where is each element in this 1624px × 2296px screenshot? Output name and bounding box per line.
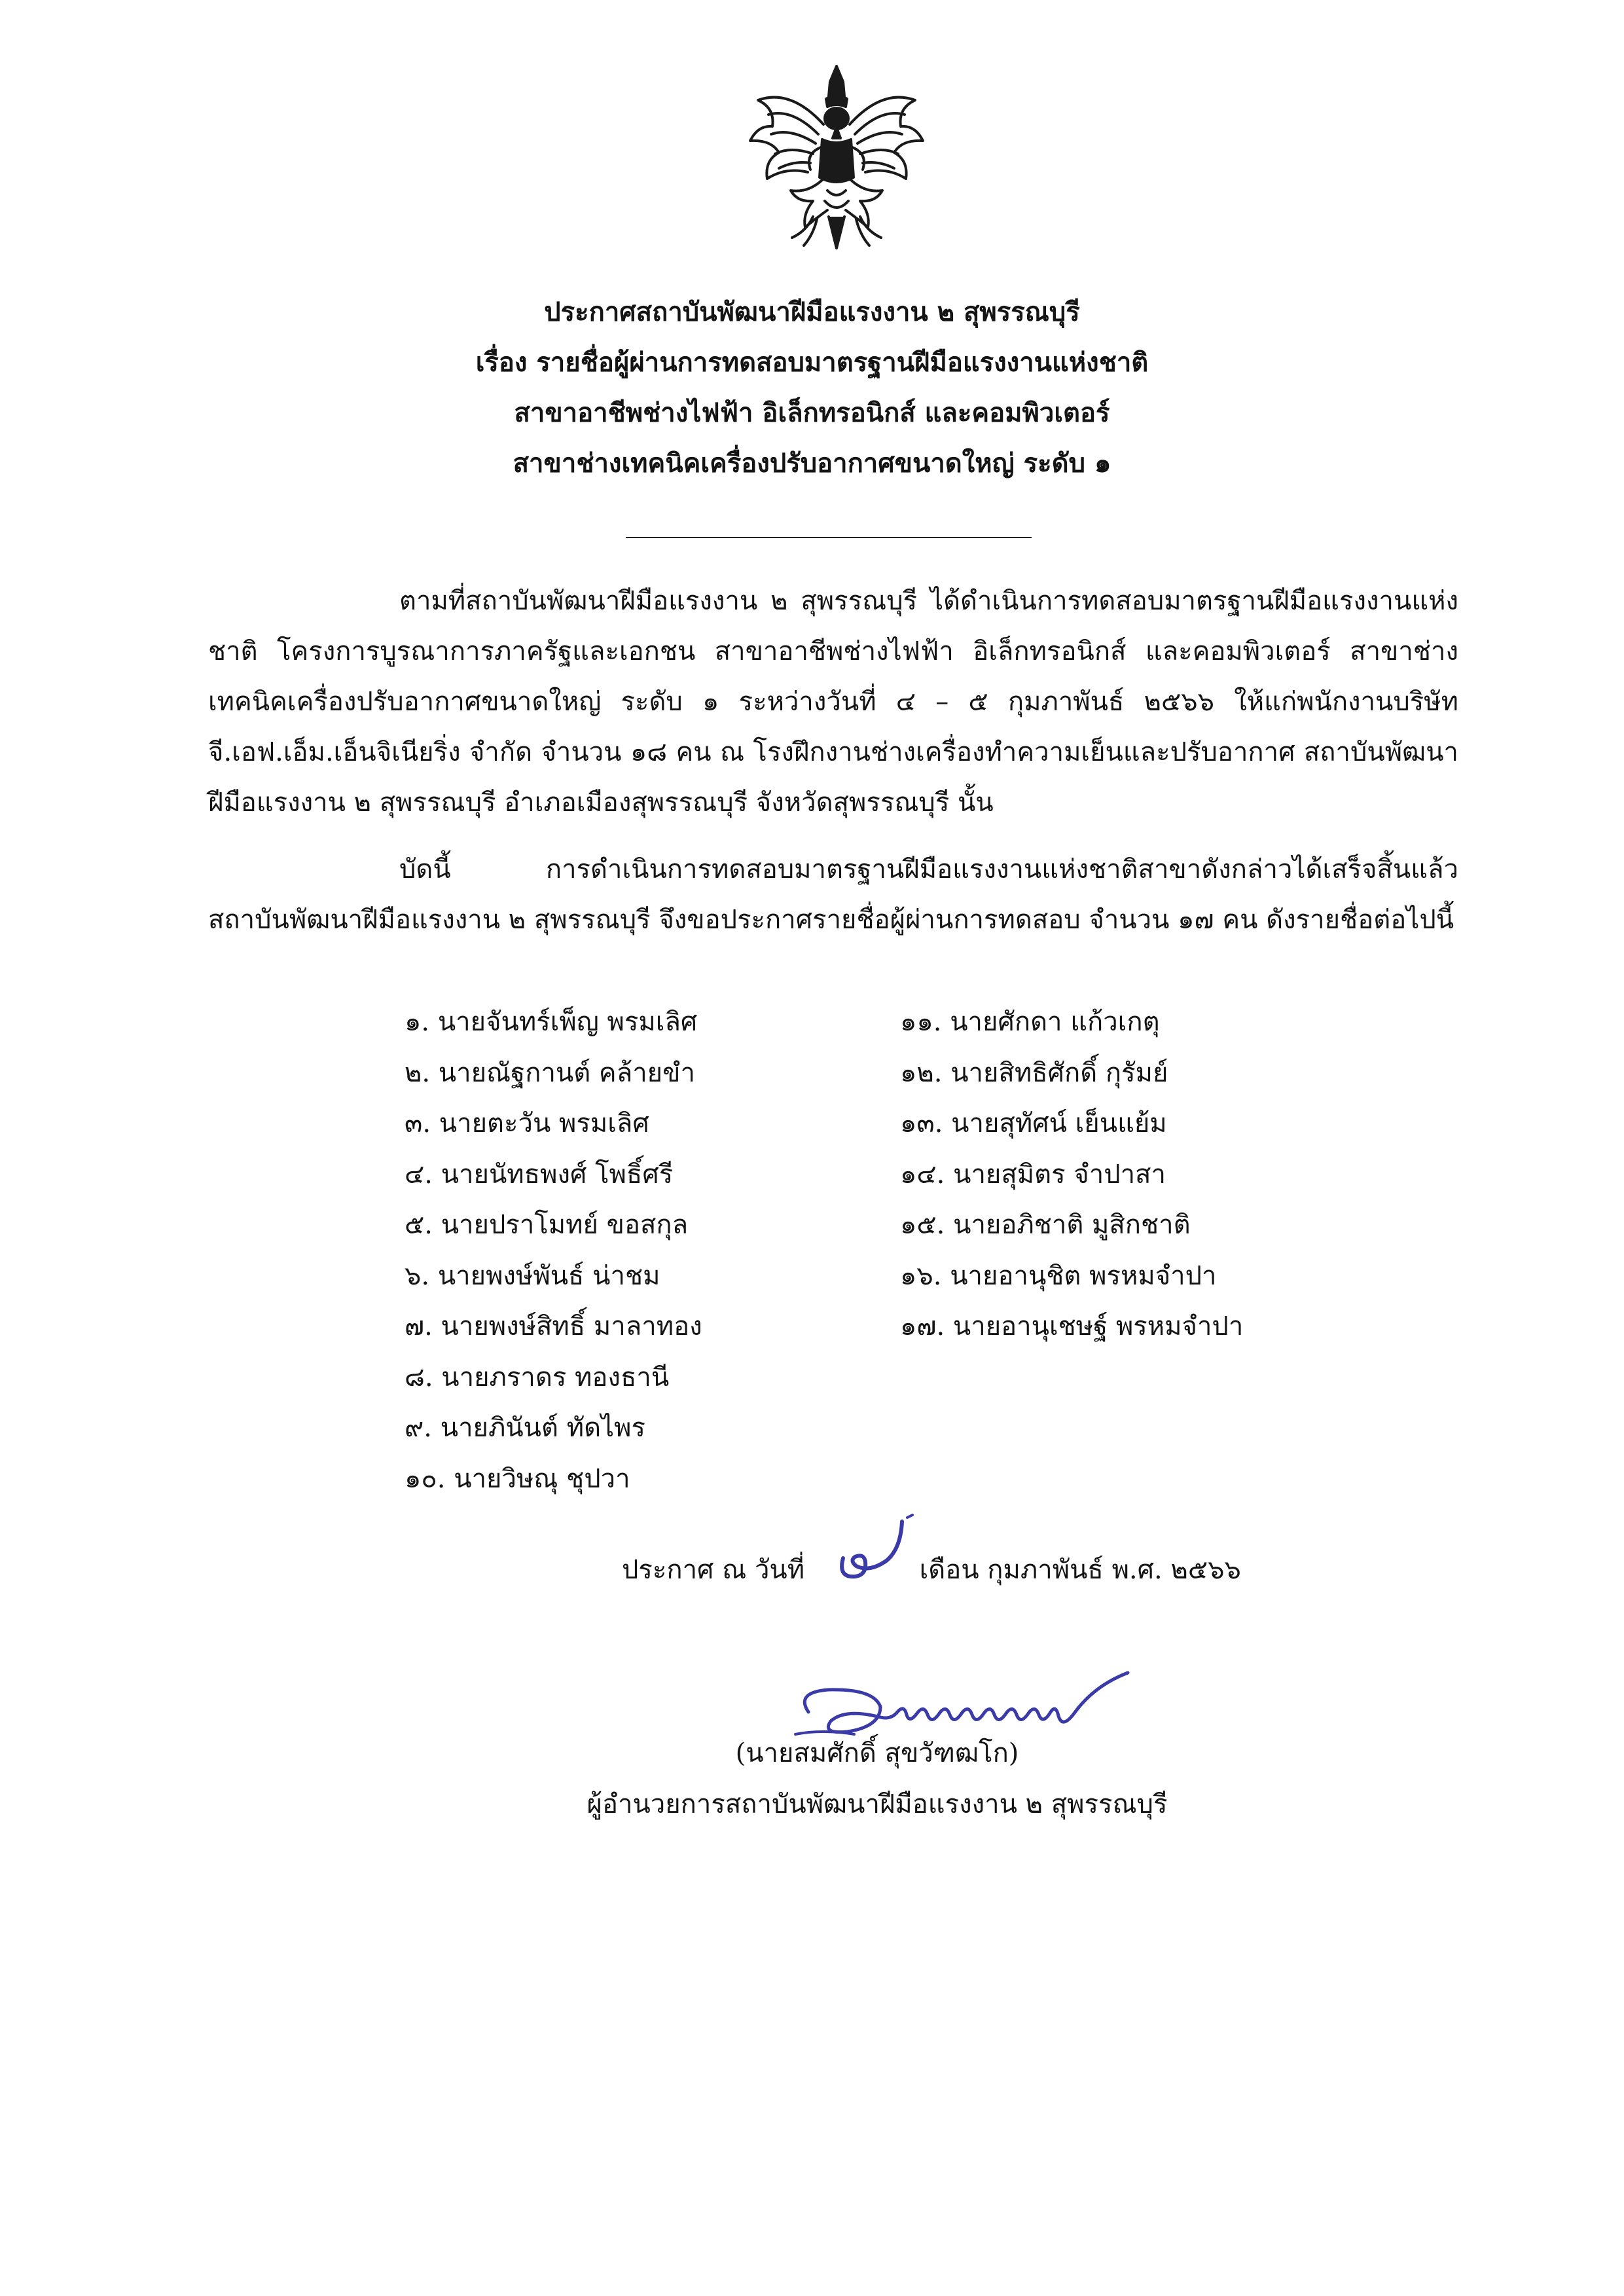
list-item: ๖. นายพงษ์พันธ์ น่าชม [405, 1260, 660, 1291]
title-line-3: สาขาอาชีพช่างไฟฟ้า อิเล็กทรอนิกส์ และคอมพิวเตอร์ [514, 397, 1110, 428]
handwritten-day-icon [823, 1512, 922, 1591]
list-item: ๔. นายนัทธพงศ์ โพธิ์ศรี [405, 1159, 674, 1190]
list-item: ๑๓. นายสุทัศน์ เย็นแย้ม [900, 1108, 1167, 1139]
list-item: ๑๗. นายอานุเชษฐ์ พรหมจำปา [900, 1311, 1244, 1341]
title-divider [626, 537, 1032, 538]
list-item: ๗. นายพงษ์สิทธิ์ มาลาทอง [405, 1311, 702, 1341]
list-item: ๑๒. นายสิทธิศักดิ์ กุรัมย์ [900, 1057, 1168, 1088]
title-line-4: สาขาช่างเทคนิคเครื่องปรับอากาศขนาดใหญ่ ระดับ ๑ [513, 448, 1111, 479]
list-item: ๘. นายภราดร ทองธานี [405, 1362, 670, 1393]
passed-names-right-column [900, 997, 1398, 1353]
list-item: ๕. นายปราโมทย์ ขอสกุล [405, 1210, 689, 1240]
list-item: ๑. นายจันทร์เพ็ญ พรมเลิศ [405, 1007, 698, 1037]
paragraph-2-text: บัดนี้ การดำเนินการทดสอบมาตรฐานฝีมือแรงงานแห่งชาติสาขาดังกล่าวได้เสร็จสิ้นแล้ว สถาบันพัฒนาฝีมือแรงงาน ๒ สุพรรณบุรี จึงขอประกาศรายชื่อผู้ผ่านการทดสอบ จำนวน ๑๗ คน ดังรายชื่อต่อไปนี้ [208, 854, 1458, 935]
signer-name: (นายสมศักดิ์ สุขวัฑฒโก) [735, 1738, 1019, 1768]
body-paragraph-1 [208, 576, 1458, 828]
body-paragraph-2 [208, 845, 1458, 945]
announcement-prefix: ประกาศ ณ วันที่ [622, 1555, 805, 1585]
paragraph-1-text: ตามที่สถาบันพัฒนาฝีมือแรงงาน ๒ สุพรรณบุรี ได้ดำเนินการทดสอบมาตรฐานฝีมือแรงงานแห่งชาติ โครงการบูรณาการภาครัฐและเอกชน สาขาอาชีพช่างไฟฟ้า อิเล็กทรอนิกส์ และคอมพิวเตอร์ สาขาช่างเทคนิคเครื่องปรับอากาศขนาดใหญ่ ระดับ ๑ ระหว่างวันที่ ๔ – ๕ กุมภาพันธ์ ๒๕๖๖ ให้แก่พนักงานบริษัท จี.เอฟ.เอ็ม.เอ็นจิเนียริ่ง จำกัด จำนวน ๑๘ คน ณ โรงฝึกงานช่างเครื่องทำความเย็นและปรับอากาศ สถาบันพัฒนาฝีมือแรงงาน ๒ สุพรรณบุรี อำเภอเมืองสุพรรณบุรี จังหวัดสุพรรณบุรี นั้น [208, 586, 1458, 818]
list-item: ๑๖. นายอานุชิต พรหมจำปา [900, 1260, 1217, 1291]
garuda-emblem-icon [745, 62, 928, 252]
announcement-suffix: เดือน กุมภาพันธ์ พ.ศ. ๒๕๖๖ [919, 1555, 1241, 1585]
list-item: ๒. นายณัฐกานต์ คล้ายขำ [405, 1057, 695, 1088]
passed-names-left-column [405, 997, 902, 1504]
list-item: ๑๑. นายศักดา แก้วเกตุ [900, 1007, 1160, 1037]
list-item: ๑๕. นายอภิชาติ มูสิกชาติ [900, 1210, 1191, 1240]
title-line-2: เรื่อง รายชื่อผู้ผ่านการทดสอบมาตรฐานฝีมือแรงงานแห่งชาติ [475, 347, 1149, 378]
document-title [0, 287, 1624, 488]
list-item: ๑๐. นายวิษณุ ชุปวา [405, 1463, 630, 1494]
list-item: ๑๔. นายสุมิตร จำปาสา [900, 1159, 1166, 1190]
announcement-date-line [622, 1545, 1241, 1595]
list-item: ๙. นายภินันต์ ทัดไพร [405, 1413, 646, 1443]
signer-title: ผู้อำนวยการสถาบันพัฒนาฝีมือแรงงาน ๒ สุพรรณบุรี [586, 1789, 1168, 1819]
title-line-1: ประกาศสถาบันพัฒนาฝีมือแรงงาน ๒ สุพรรณบุรี [544, 297, 1080, 327]
list-item: ๓. นายตะวัน พรมเลิศ [405, 1108, 649, 1139]
